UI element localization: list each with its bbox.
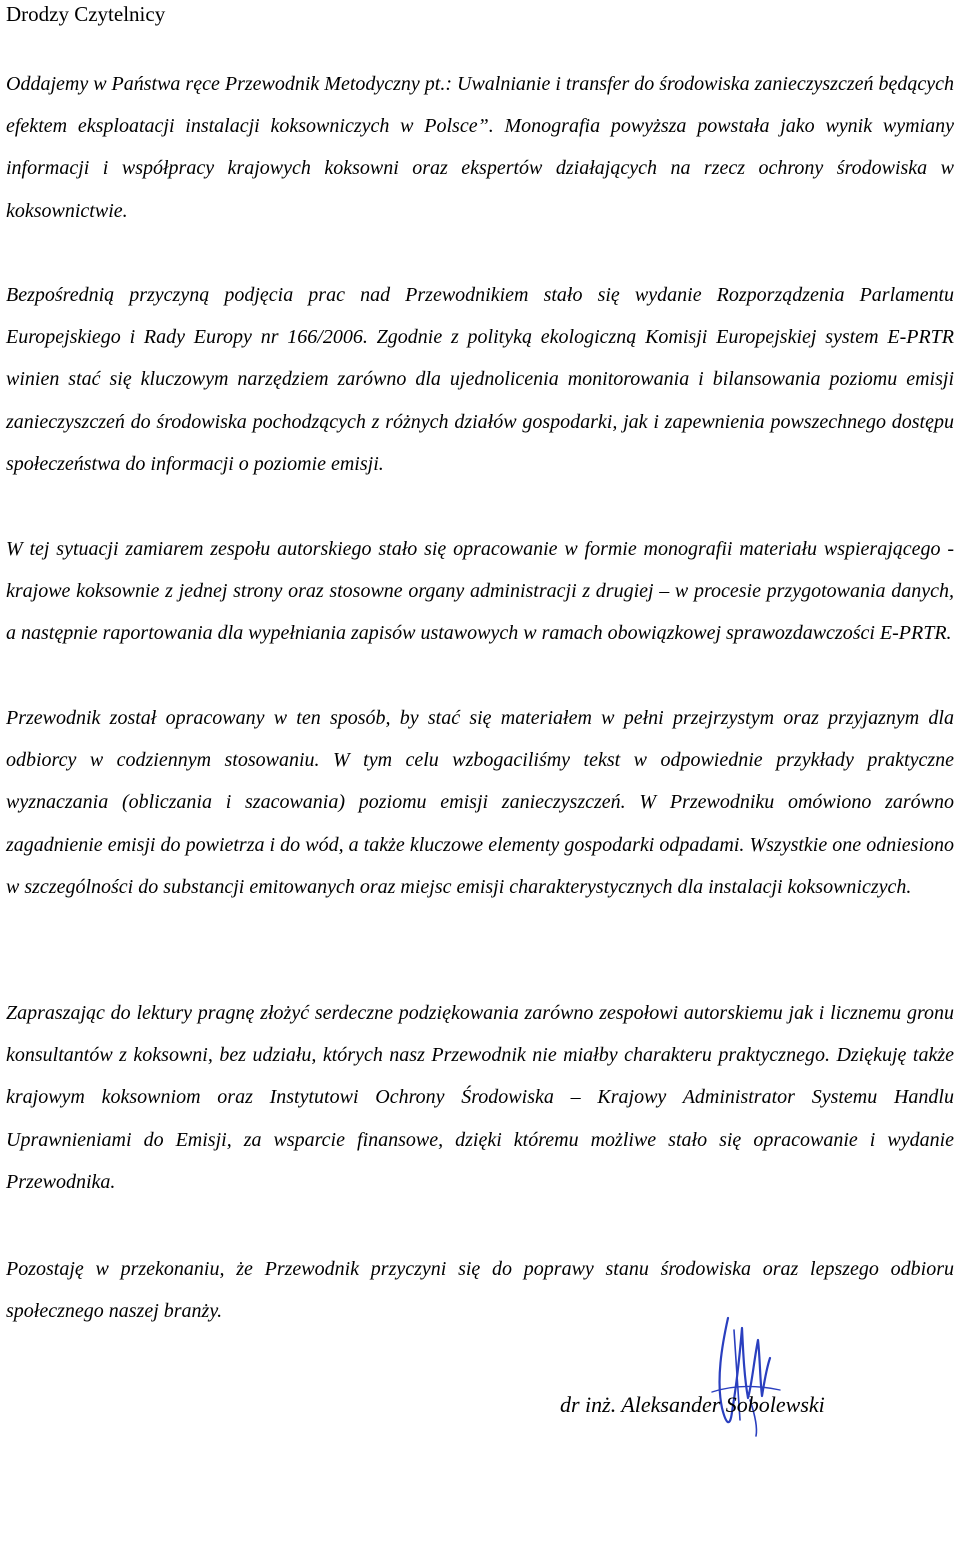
signer-name: dr inż. Aleksander Sobolewski	[560, 1392, 825, 1417]
paragraph-content: Przewodnik został opracowany w ten sposób, by stać się materiałem w pełni przejrzystym oraz przyjaznym dla odbiorcy w codziennym stosowaniu. W tym celu wzbogaciliśmy tekst w odpowiednie przykłady praktyczne wyznaczania (obliczania i szacowania) poziomu emisji zanieczyszczeń. W Przewodniku omówiono zarówno zagadnienie emisji do powietrza i do wód, a także kluczowe elementy gospodarki odpadami. Wszystkie one odniesiono w szczególności do substancji emitowanych oraz miejsc emisji charakterystycznych dla instalacji koksowniczych.	[6, 707, 954, 898]
greeting: Drodzy Czytelnicy	[6, 2, 166, 26]
paragraph-regulation: Bezpośrednią przyczyną podjęcia prac nad Przewodnikiem stało się wydanie Rozporządzenia Parlamentu Europejskiego i Rady Europy nr 166/2006. Zgodnie z polityką ekologiczną Komisji Europejskiej system E-PRTR winien stać się kluczowym narzędziem zarówno dla ujednolicenia monitorowania i bilansowania poziomu emisji zanieczyszczeń do środowiska pochodzących z różnych działów gospodarki, jak i zapewnienia powszechnego dostępu społeczeństwa do informacji o poziomie emisji.	[6, 284, 954, 475]
paragraph-purpose: W tej sytuacji zamiarem zespołu autorskiego stało się opracowanie w formie monografii materiału wspierającego - krajowe koksownie z jednej strony oraz stosowne organy administracji z drugiej – w procesie przygotowania danych, a następnie raportowania dla wypełniania zapisów ustawowych w ramach obowiązkowej sprawozdawczości E-PRTR.	[6, 538, 954, 645]
paragraph-thanks: Zapraszając do lektury pragnę złożyć serdeczne podziękowania zarówno zespołowi autorskiemu jak i licznemu gronu konsultantów z koksowni, bez udziału, których nasz Przewodnik nie miałby charakteru praktycznego. Dziękuję także krajowym koksowniom oraz Instytutowi Ochrony Środowiska – Krajowy Administrator Systemu Handlu Uprawnieniami do Emisji, za wsparcie finansowe, dzięki któremu możliwe stało się opracowanie i wydanie Przewodnika.	[6, 1002, 954, 1193]
paragraph-closing: Pozostaję w przekonaniu, że Przewodnik przyczyni się do poprawy stanu środowiska oraz lepszego odbioru społecznego naszej branży.	[6, 1258, 954, 1323]
paragraph-intro: Oddajemy w Państwa ręce Przewodnik Metodyczny pt.: Uwalnianie i transfer do środowiska zanieczyszczeń będących efektem eksploatacji instalacji koksowniczych w Polsce”. Monografia powyższa powstała jako wynik wymiany informacji i współpracy krajowych koksowni oraz ekspertów działających na rzecz ochrony środowiska w koksownictwie.	[6, 73, 954, 222]
